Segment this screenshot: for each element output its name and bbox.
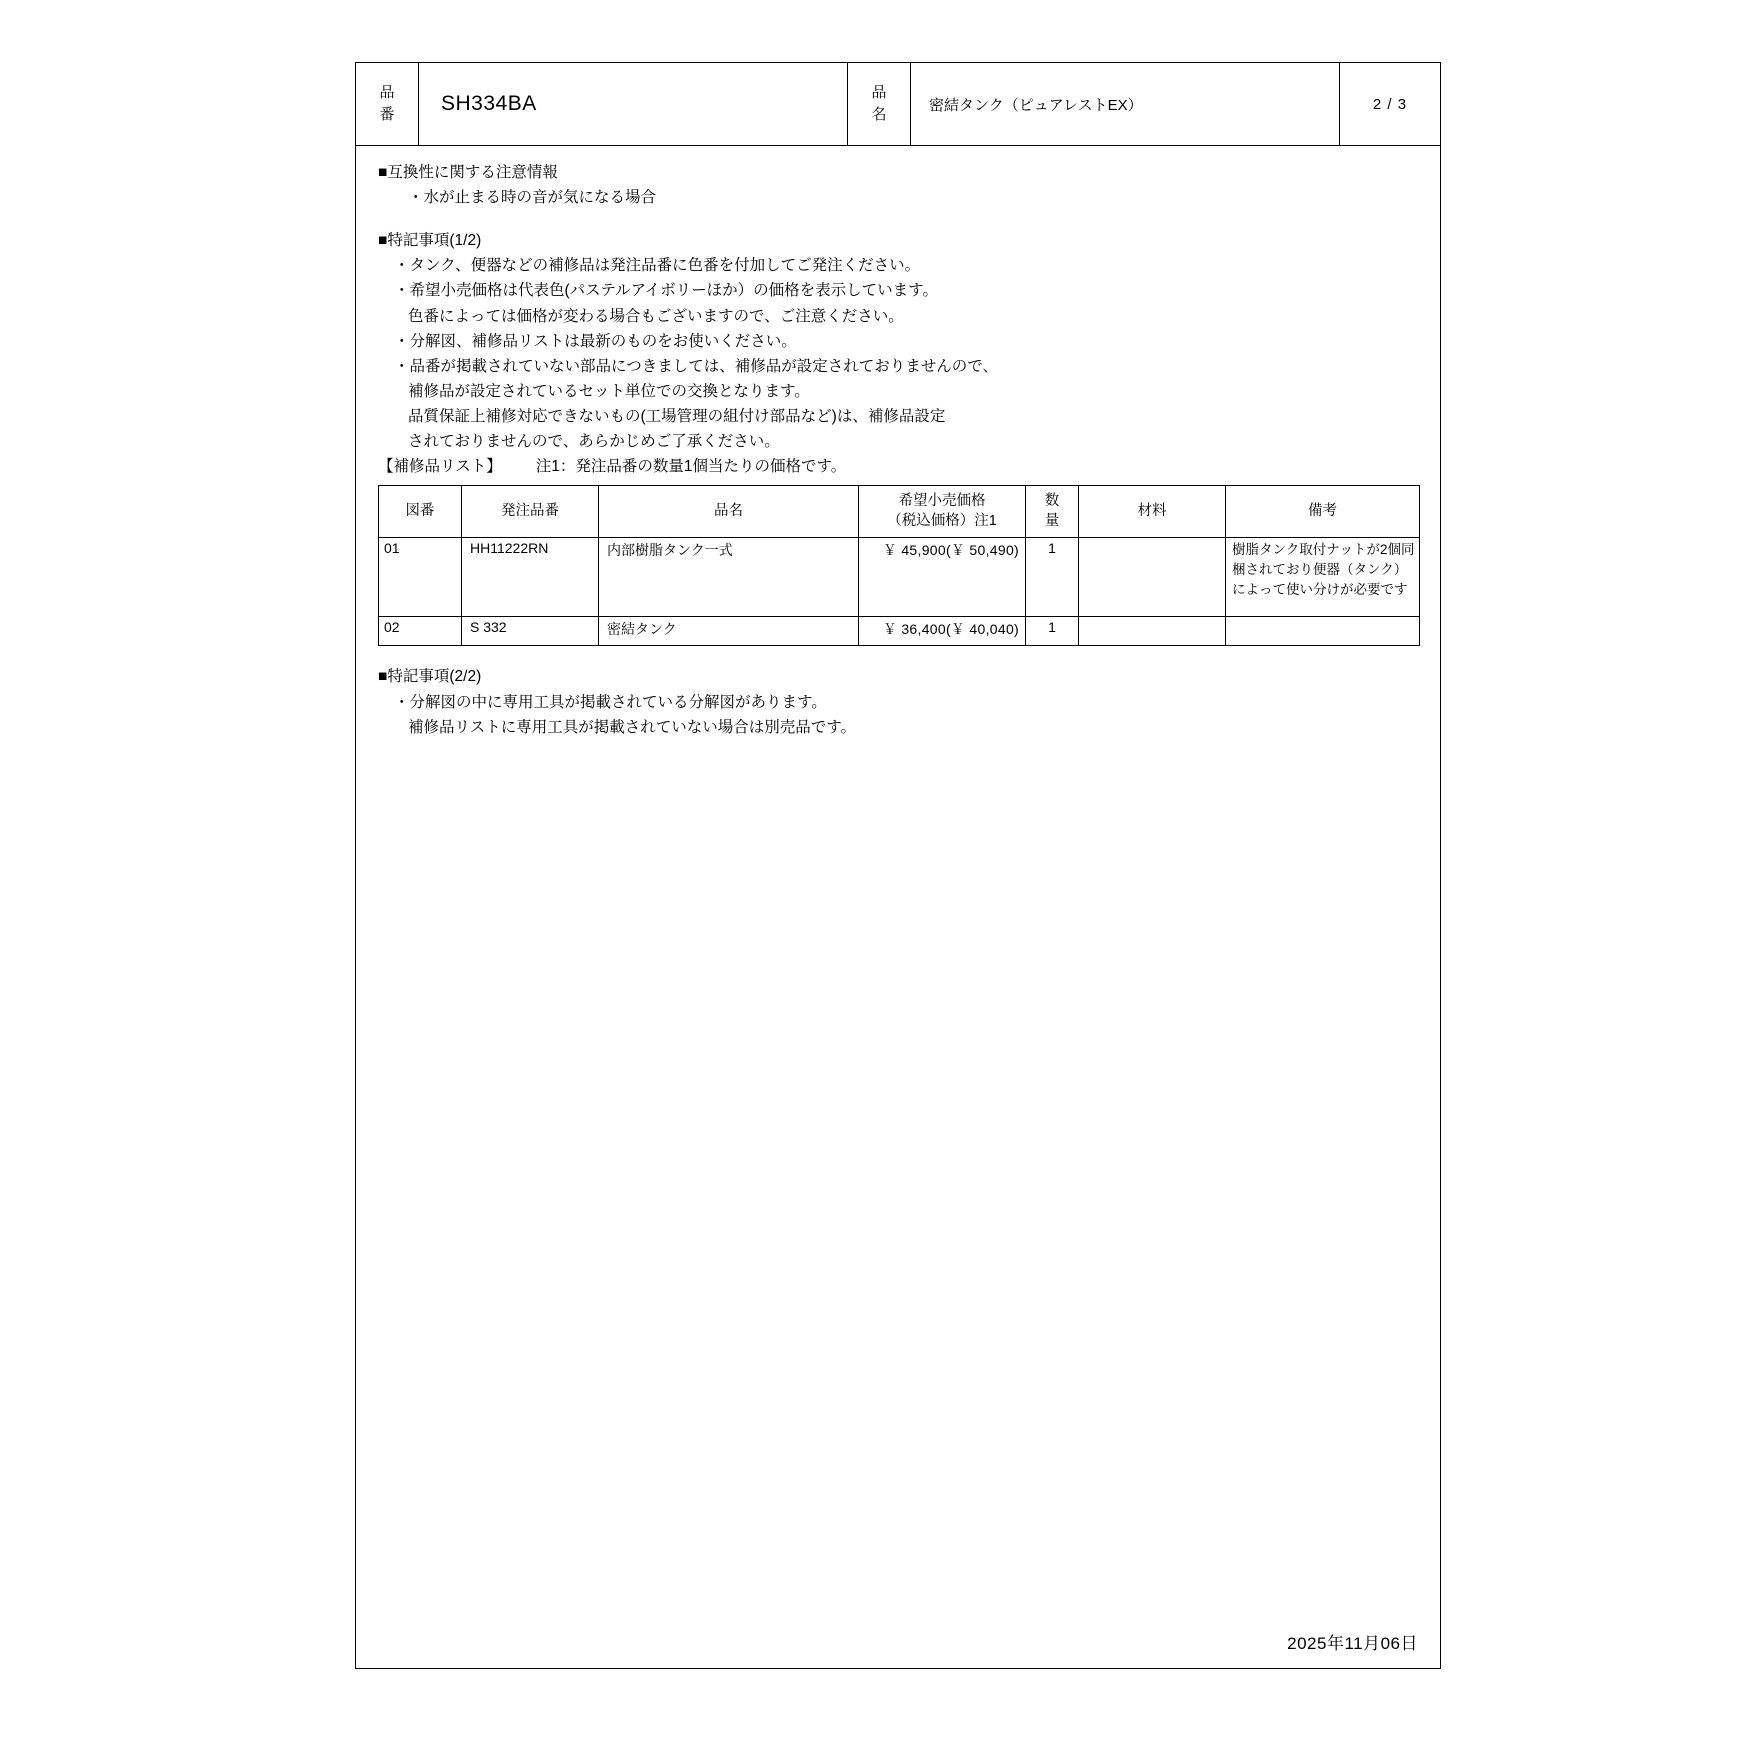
table-row (379, 538, 1420, 617)
table-row (379, 617, 1420, 646)
col-header-qty-line1: 数 (1044, 493, 1060, 510)
cell-order-code: S 332 (462, 617, 599, 646)
cell-zuban: 01 (379, 538, 462, 617)
col-header-qty-line2: 量 (1044, 512, 1060, 529)
product-code-label-line2: 番 (379, 106, 395, 123)
col-header-material: 材料 (1079, 486, 1226, 538)
product-name-label-line1: 品 (871, 84, 887, 102)
product-code-label (356, 63, 419, 146)
col-header-price (859, 486, 1026, 538)
cell-part-name: 密結タンク (599, 617, 859, 646)
footer-date: 2025年11月06日 (1287, 1634, 1418, 1653)
col-header-zuban: 図番 (379, 486, 462, 538)
product-code-label-line1: 品 (379, 84, 395, 102)
product-code-value: SH334BA (419, 63, 848, 146)
parts-list-note: 注1：発注品番の数量1個当たりの価格です。 (535, 458, 847, 476)
col-header-price-line1: 希望小売価格 (898, 493, 986, 510)
cell-material (1079, 617, 1226, 646)
product-name-label (848, 63, 911, 146)
compat-item-0: ・水が止まる時の音が気になる場合 (408, 189, 657, 207)
notes1-heading: ■特記事項(1/2) (378, 232, 482, 250)
col-header-part-name: 品名 (599, 486, 859, 538)
notes1-line-2: 色番によっては価格が変わる場合もございますので、ご注意ください。 (408, 307, 904, 325)
notes1-line-3: ・分解図、補修品リストは最新のものをお使いください。 (394, 332, 797, 350)
col-header-qty (1026, 486, 1079, 538)
cell-part-name: 内部樹脂タンク一式 (599, 538, 859, 617)
col-header-price-line2: （税込価格）注1 (887, 512, 997, 529)
cell-price: ￥ 45,900(￥ 50,490) (859, 538, 1026, 617)
col-header-remarks: 備考 (1226, 486, 1420, 538)
cell-remarks: 樹脂タンク取付ナットが2個同梱されており便器（タンク）によって使い分けが必要です (1226, 538, 1420, 617)
notes1-line-4: ・品番が掲載されていない部品につきましては、補修品が設定されておりませんので、 (394, 357, 998, 375)
col-header-order-code: 発注品番 (462, 486, 599, 538)
page-indicator: 2 / 3 (1340, 63, 1441, 146)
cell-price: ￥ 36,400(￥ 40,040) (859, 617, 1026, 646)
notes1-line-7: されておりませんので、あらかじめご了承ください。 (408, 433, 780, 451)
notes1-line-6: 品質保証上補修対応できないもの(工場管理の組付け部品など)は、補修品設定 (408, 407, 946, 425)
cell-qty: 1 (1026, 538, 1079, 617)
parts-list-heading (378, 454, 1420, 479)
notes2-line-0: ・分解図の中に専用工具が掲載されている分解図があります。 (394, 693, 827, 711)
notes1-line-0: ・タンク、便器などの補修品は発注品番に色番を付加してご発注ください。 (394, 257, 921, 275)
spacer (378, 646, 1420, 664)
notes2-line-1: 補修品リストに専用工具が掲載されていない場合は別売品です。 (408, 718, 856, 736)
table-header-row (379, 486, 1420, 538)
notes1-line-5: 補修品が設定されているセット単位での交換となります。 (408, 382, 810, 400)
cell-remarks (1226, 617, 1420, 646)
cell-zuban: 02 (379, 617, 462, 646)
parts-list-title: 【補修品リスト】 (378, 458, 502, 476)
document-body (355, 146, 1441, 1669)
product-name-value: 密結タンク（ピュアレストEX） (911, 63, 1340, 146)
cell-qty: 1 (1026, 617, 1079, 646)
cell-order-code: HH11222RN (462, 538, 599, 617)
header-table (355, 62, 1441, 146)
compat-heading: ■互換性に関する注意情報 (378, 164, 558, 181)
document-page (355, 62, 1441, 1690)
parts-table (378, 485, 1420, 646)
notes2-heading: ■特記事項(2/2) (378, 668, 482, 686)
product-name-label-line2: 名 (871, 106, 887, 123)
cell-material (1079, 538, 1226, 617)
spacer (378, 210, 1420, 228)
notes1-line-1: ・希望小売価格は代表色(パステルアイボリーほか）の価格を表示しています。 (394, 282, 938, 300)
